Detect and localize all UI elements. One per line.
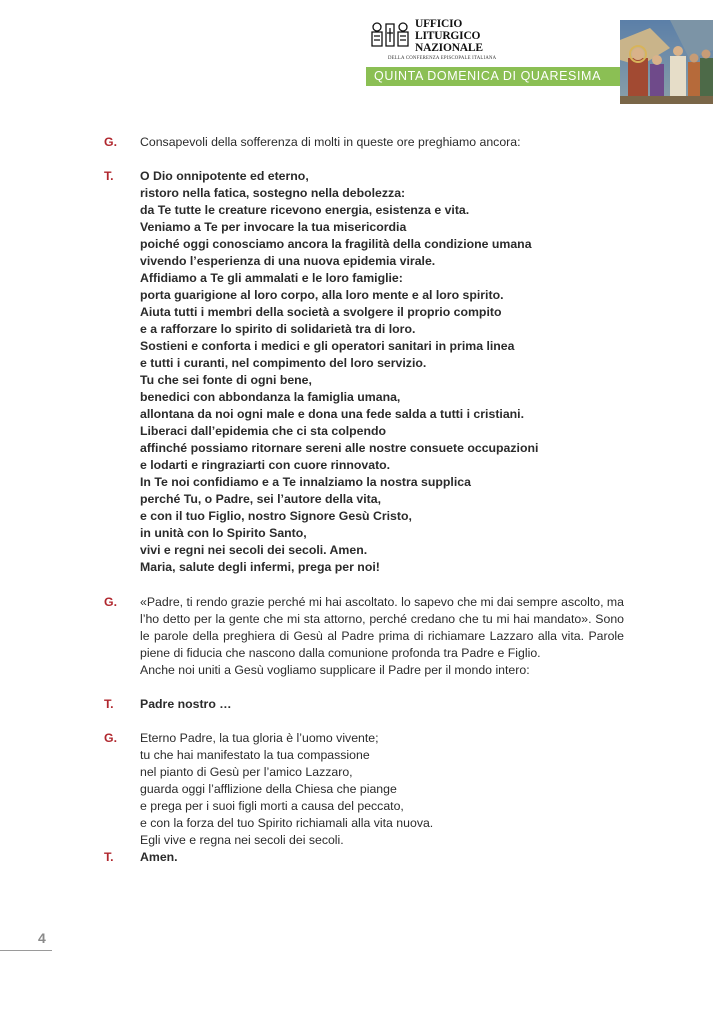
speaker-marker: G. [104,135,117,149]
text-line: e prega per i suoi figli morti a causa del peccato, [140,799,404,813]
prayer-line: Liberaci dall’epidemia che ci sta colpendo [140,424,387,438]
band-title: QUINTA DOMENICA DI QUARESIMA [374,69,602,83]
prayer-line: e lodarti e ringraziarti con cuore rinnovato. [140,458,391,472]
text-line: e con la forza del tuo Spirito richiamali alla vita nuova. [140,816,434,830]
text-paragraph: «Padre, ti rendo grazie perché mi hai ascoltato. lo sapevo che mi dai sempre ascolto, ma l’ho detto per la gente che mi sta attorno, perché credano che tu mi hai mandato». Sono le parole della preghiera di Gesù al Padre prima di richiamare Lazzaro alla vita. Parole piene di fiducia che nascono dalla comunione profonda tra Padre e Figlio. [140,595,624,660]
speaker-marker: T. [104,169,114,183]
ufficio-liturgico-logo [368,18,608,66]
prayer-line: Affidiamo a Te gli ammalati e le loro famiglie: [140,271,403,285]
logo-emblem-icon [368,20,412,50]
prayer-line: ristoro nella fatica, sostegno nella debolezza: [140,186,406,200]
text-line: Eterno Padre, la tua gloria è l’uomo vivente; [140,731,379,745]
section-5 [104,730,624,849]
text-line: tu che hai manifestato la tua compassione [140,748,370,762]
text-line: nel pianto di Gesù per l’amico Lazzaro, [140,765,353,779]
prayer-line: e tutti i curanti, nel compimento del loro servizio. [140,356,427,370]
section-4 [104,696,624,713]
prayer-line: porta guarigione al loro corpo, alla loro mente e al loro spirito. [140,288,504,302]
prayer-line: da Te tutte le creature ricevono energia, esistenza e vita. [140,203,470,217]
logo-subtitle: DELLA CONFERENZA EPISCOPALE ITALIANA [388,56,497,61]
prayer-line: Sostieni e conforta i medici e gli operatori sanitari in prima linea [140,339,515,353]
text-line: Anche noi uniti a Gesù vogliamo supplicare il Padre per il mondo intero: [140,663,530,677]
prayer-line: allontana da noi ogni male e dona una fede salda a tutti i cristiani. [140,407,525,421]
page-number: 4 [38,930,46,946]
section-2 [104,168,624,576]
prayer-line: poiché oggi conosciamo ancora la fragilità della condizione umana [140,237,532,251]
prayer-line: affinché possiamo ritornare sereni alle nostre consuete occupazioni [140,441,539,455]
prayer-line: Maria, salute degli infermi, prega per noi! [140,560,380,574]
section-3 [104,594,624,679]
prayer-line: vivendo l’esperienza di una nuova epidemia virale. [140,254,436,268]
header-band [366,67,620,86]
prayer-line: e con il tuo Figlio, nostro Signore Gesù Cristo, [140,509,412,523]
text-line: guarda oggi l’afflizione della Chiesa che piange [140,782,397,796]
speaker-marker: G. [104,731,117,745]
prayer-line: e a rafforzare lo spirito di solidarietà tra di loro. [140,322,416,336]
prayer-line: vivi e regni nei secoli dei secoli. Amen. [140,543,368,557]
fresco-image [620,20,713,104]
prayer-line: O Dio onnipotente ed eterno, [140,169,309,183]
prayer-line: Amen. [140,850,178,864]
prayer-line: Veniamo a Te per invocare la tua misericordia [140,220,407,234]
speaker-marker: G. [104,595,117,609]
speaker-marker: T. [104,697,114,711]
prayer-line: Aiuta tutti i membri della società a svolgere il proprio compito [140,305,502,319]
logo-text [415,18,483,54]
prayer-line: in unità con lo Spirito Santo, [140,526,307,540]
logo-line: NAZIONALE [415,42,483,54]
section-1 [104,134,624,151]
section-6 [104,849,624,866]
prayer-line: benedici con abbondanza la famiglia umana, [140,390,401,404]
speaker-marker: T. [104,850,114,864]
logo-line: LITURGICO [415,30,481,42]
prayer-line: In Te noi confidiamo e a Te innalziamo la nostra supplica [140,475,471,489]
logo-line: UFFICIO [415,18,463,30]
text-line: Egli vive e regna nei secoli dei secoli. [140,833,344,847]
page-number-rule [0,950,52,951]
prayer-line: Tu che sei fonte di ogni bene, [140,373,312,387]
prayer-line: Padre nostro … [140,697,232,711]
prayer-line: perché Tu, o Padre, sei l’autore della vita, [140,492,382,506]
text-line: Consapevoli della sofferenza di molti in queste ore preghiamo ancora: [140,135,521,149]
